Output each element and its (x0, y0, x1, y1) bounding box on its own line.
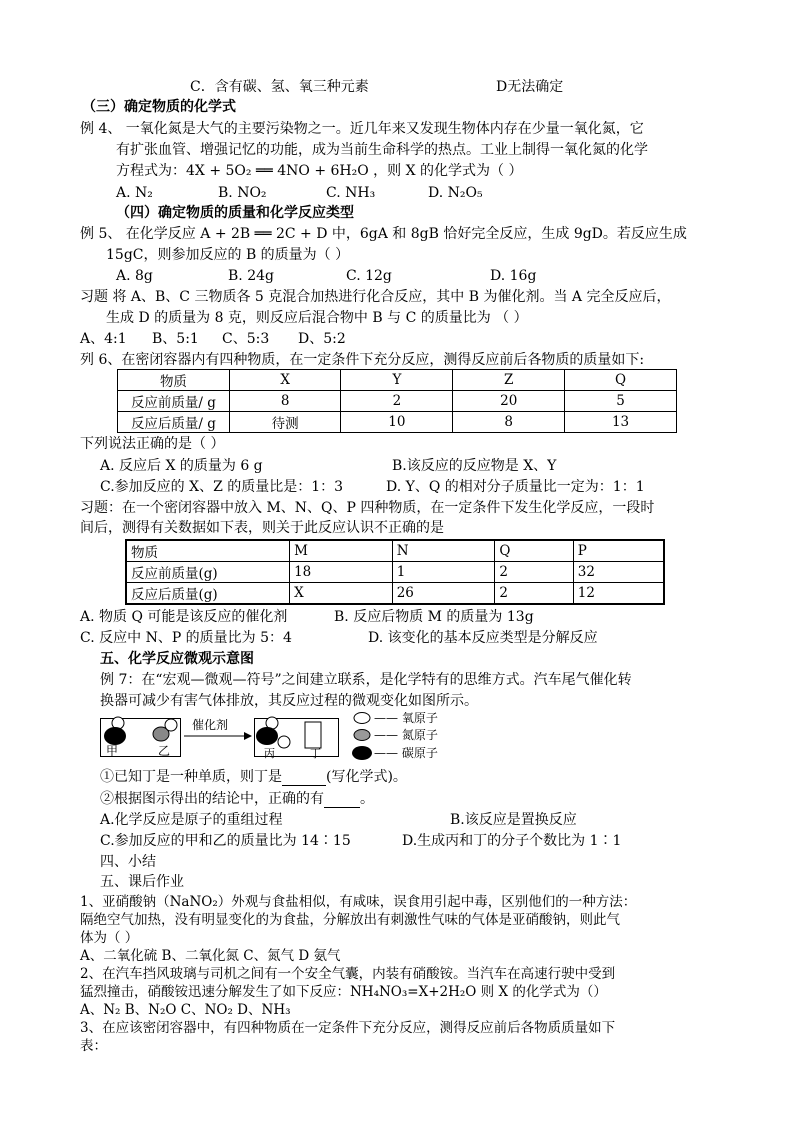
table-cell: Z (453, 370, 565, 391)
option-d: D无法确定 (496, 79, 564, 95)
homework-1-line2: 隔绝空气加热，没有明显变化的为食盐，分解放出有刺激性气味的气体是亚硝酸钠，则此气 (80, 912, 620, 928)
exercise-1-option-b: B、5:1 (152, 331, 199, 347)
exercise-2-option-a: A. 物质 Q 可能是该反应的催化剂 (80, 609, 288, 625)
exercise-1-line1: 习题 将 A、B、C 三物质各 5 克混合加热进行化合反应，其中 B 为催化剂。当 A 完全反应后， (80, 289, 671, 305)
section-heading-4: （四）确定物质的质量和化学反应类型 (116, 205, 354, 221)
carbon-atom-icon (104, 727, 126, 745)
example-5-line2: 15gC，则参加反应的 B 的质量为（ ） (106, 247, 350, 263)
exercise-1-option-a: A、4:1 (80, 331, 127, 347)
table-cell: 12 (573, 583, 664, 605)
homework-3-line1: 3、在应该密闭容器中，有四种物质在一定条件下充分反应，测得反应前后各物质质量如下 (80, 1020, 616, 1036)
homework-2-line1: 2、在汽车挡风玻璃与司机之间有一个安全气囊，内装有硝酸铵。当汽车在高速行驶中受到 (80, 966, 616, 982)
catalyst-label: 催化剂 (192, 718, 229, 732)
exercise-2-option-b: B. 反应后物质 M 的质量为 13g (334, 609, 534, 625)
carbon-atom-icon (256, 727, 278, 745)
example-7-q2 (100, 790, 374, 808)
label-yi: 乙 (158, 744, 171, 758)
example-4-line1: 例 4、 一氧化氮是大气的主要污染物之一。近几年来又发现生物体内存在少量一氧化氮，它 (80, 121, 644, 137)
exercise-1-option-c: C、5:3 (222, 331, 270, 347)
ex7-option-c: C.参加反应的甲和乙的质量比为 14∶15 (100, 833, 351, 849)
table-row (126, 562, 664, 583)
legend-nitrogen: —— 氮原子 (374, 728, 438, 742)
table-cell: 待测 (229, 412, 341, 433)
section-heading-3: （三）确定物质的化学式 (82, 99, 236, 115)
section-heading-5: 五、化学反应微观示意图 (100, 651, 254, 667)
table-cell: 2 (495, 562, 573, 583)
legend-oxygen: —— 氧原子 (374, 712, 438, 725)
exercise-2-line2: 间后，测得有关数据如下表，则关于此反应认识不正确的是 (80, 520, 444, 536)
table-cell: 反应前质量/ g (118, 391, 230, 412)
ex4-option-c: C. NH₃ (326, 185, 376, 201)
homework-1-line1: 1、亚硝酸钠（NaNO₂）外观与食盐相似，有咸味，误食用引起中毒，区别他们的一种方法： (80, 894, 637, 910)
exercise-1-line2: 生成 D 的质量为 8 克，则反应后混合物中 B 与 C 的质量比为 （ ） (106, 310, 528, 326)
homework-3-line2: 表： (80, 1038, 107, 1054)
label-ding: 丁 (310, 747, 321, 760)
example-4-equation: 方程式为：4X + 5O₂ ══ 4NO + 6H₂O ，则 X 的化学式为（ ） (116, 163, 523, 179)
oxygen-atom-icon (165, 719, 177, 731)
legend-nitrogen-icon (354, 730, 370, 741)
example-5-line1: 例 5、 在化学反应 A + 2B ══ 2C + D 中，6gA 和 8gB 恰好完全反应，生成 9gD。若反应生成 (80, 226, 687, 242)
table-cell: 2 (495, 583, 573, 605)
reaction-diagram (100, 712, 470, 764)
table-cell: 反应后质量(g) (126, 583, 290, 605)
ex5-option-c: C. 12g (346, 268, 392, 284)
table-cell: Q (495, 540, 573, 562)
table-cell: 反应前质量(g) (126, 562, 290, 583)
example-6-question: 下列说法正确的是（ ） (80, 436, 225, 452)
example-6-line1: 列 6、在密闭容器内有四种物质，在一定条件下充分反应，测得反应前后各物质的质量如下: (80, 352, 645, 368)
table-cell: 18 (290, 562, 393, 583)
homework-1-options: A、二氧化硫 B、二氧化氮 C、氮气 D 氨气 (80, 948, 341, 964)
table-cell: 物质 (118, 370, 230, 391)
exercise-2-option-c: C. 反应中 N、P 的质量比为 5：4 (80, 630, 292, 646)
section-homework: 五、课后作业 (100, 874, 184, 890)
table-cell: 26 (392, 583, 495, 605)
label-bing: 丙 (264, 747, 275, 760)
table-row (118, 391, 677, 412)
table-row (126, 583, 664, 605)
exercise-2-option-d: D. 该变化的基本反应类型是分解反应 (368, 630, 598, 646)
section-summary: 四、小结 (100, 854, 156, 870)
ex6-option-d: D. Y、Q 的相对分子质量比一定为：1：1 (386, 479, 645, 495)
table-cell: N (392, 540, 495, 562)
exercise-2-line1: 习题：在一个密闭容器中放入 M、N、Q、P 四种物质，在一定条件下发生化学反应，一段时 (80, 500, 655, 516)
table-cell: 13 (565, 412, 677, 433)
table-cell: 5 (565, 391, 677, 412)
table-cell: M (290, 540, 393, 562)
answer-blank (282, 771, 326, 786)
table-cell: 20 (453, 391, 565, 412)
table-cell: 8 (453, 412, 565, 433)
ex7-option-b: B.该反应是置换反应 (450, 812, 577, 828)
table-cell: X (229, 370, 341, 391)
table-row (118, 412, 677, 433)
q1-text: ①已知丁是一种单质，则丁是 (100, 769, 282, 785)
label-jia: 甲 (106, 744, 119, 758)
table-cell: Y (341, 370, 453, 391)
table-cell: 反应后质量/ g (118, 412, 230, 433)
ex5-option-a: A. 8g (116, 268, 153, 284)
homework-2-line2: 猛烈撞击，硝酸铵迅速分解发生了如下反应：NH₄NO₃=X+2H₂O 则 X 的化学式为（） (80, 984, 607, 1000)
example-6-table (117, 369, 677, 433)
ex4-option-d: D. N₂O₅ (428, 185, 483, 201)
option-c: C．含有碳、氢、氧三种元素 (190, 79, 369, 95)
exercise-2-table (125, 539, 665, 605)
example-7-line2: 换器可减少有害气体排放，其反应过程的微观变化如图所示。 (100, 693, 478, 709)
ex6-option-a: A. 反应后 X 的质量为 6 g (100, 458, 263, 474)
ex4-option-a: A. N₂ (116, 185, 153, 201)
example-4-line2: 有扩张血管、增强记忆的功能，成为当前生命科学的热点。工业上制得一氧化氮的化学 (116, 142, 648, 158)
table-cell: 物质 (126, 540, 290, 562)
oxygen-atom-icon (278, 736, 290, 748)
ex7-option-d: D.生成丙和丁的分子个数比为 1∶1 (402, 833, 622, 849)
table-cell: Q (565, 370, 677, 391)
homework-2-options: A、N₂ B、N₂O C、NO₂ D、NH₃ (80, 1002, 291, 1018)
table-cell: P (573, 540, 664, 562)
ex6-option-c: C.参加反应的 X、Z 的质量比是：1：3 (100, 479, 344, 495)
example-7-line1: 例 7：在“宏观—微观—符号”之间建立联系，是化学特有的思维方式。汽车尾气催化转 (100, 672, 632, 688)
ex7-option-a: A.化学反应是原子的重组过程 (100, 812, 283, 828)
ex6-option-b: B.该反应的反应物是 X、Y (392, 458, 557, 474)
exercise-1-option-d: D、5:2 (298, 331, 346, 347)
legend-carbon-icon (352, 746, 372, 760)
legend-oxygen-icon (354, 713, 370, 724)
table-cell: 8 (229, 391, 341, 412)
ex5-option-d: D. 16g (490, 268, 537, 284)
example-7-q1 (100, 768, 407, 786)
answer-blank (324, 793, 360, 808)
table-cell: 1 (392, 562, 495, 583)
table-header-row (118, 370, 677, 391)
table-cell: X (290, 583, 393, 605)
empty-molecule-box (305, 722, 321, 748)
table-cell: 32 (573, 562, 664, 583)
ex5-option-b: B. 24g (228, 268, 274, 284)
table-cell: 2 (341, 391, 453, 412)
ex4-option-b: B. NO₂ (218, 185, 267, 201)
arrow-head-icon (244, 732, 252, 740)
table-cell: 10 (341, 412, 453, 433)
q2-suffix: 。 (360, 791, 374, 807)
q2-text: ②根据图示得出的结论中，正确的有 (100, 791, 324, 807)
table-header-row (126, 540, 664, 562)
homework-1-line3: 体为（ ） (80, 930, 139, 946)
legend-carbon: —— 碳原子 (374, 746, 438, 760)
q1-suffix: (写化学式)。 (326, 769, 407, 785)
